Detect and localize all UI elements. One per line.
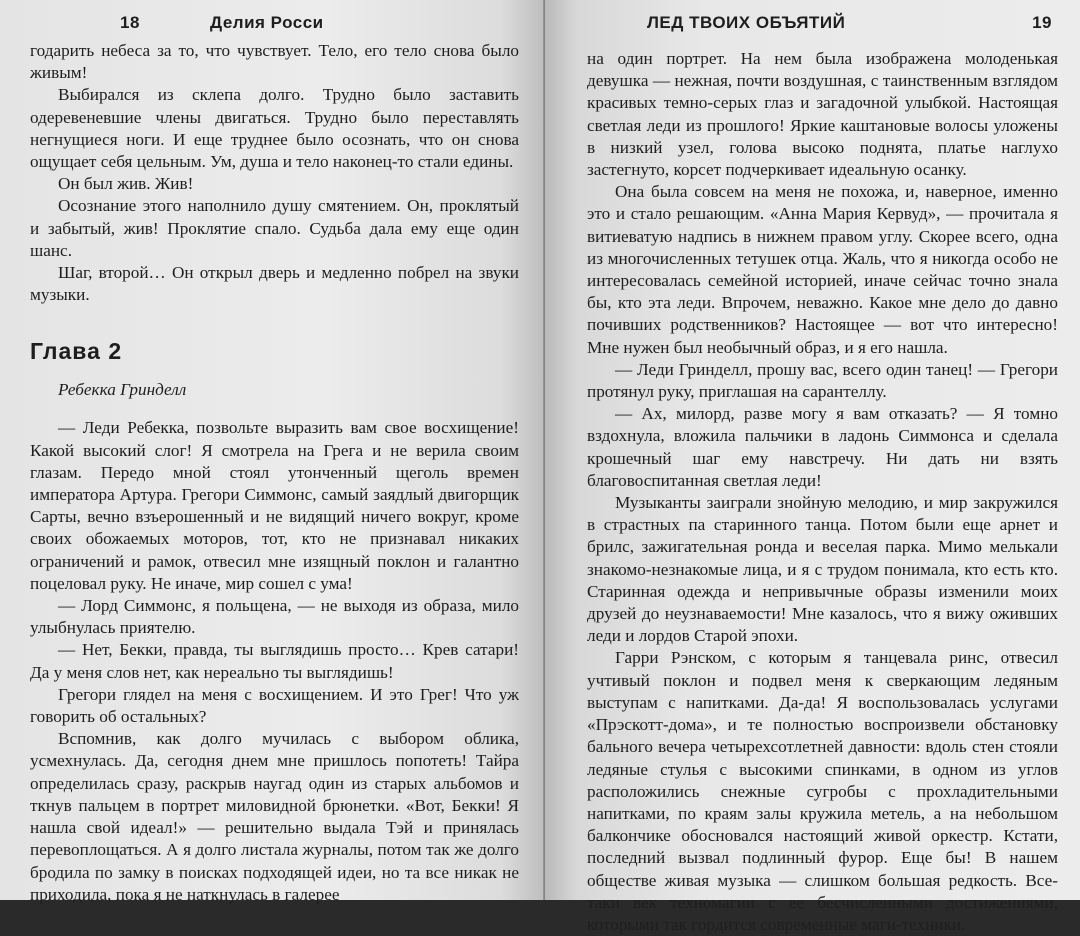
- paragraph: Выбирался из склепа долго. Трудно было заставить одеревеневшие члены двигаться. Трудно было переставлять негнущиеся ноги. И еще труднее было осознать, что он снова ощущает себя цельным. Ум, душа и тело наконец-то стали едины.: [30, 85, 519, 172]
- left-page-number: 18: [120, 13, 140, 32]
- paragraph: Музыканты заиграли знойную мелодию, и мир закружился в страстных па старинного танца. Потом были еще арнет и брилс, зажигательная ронда и веселая парка. Мимо мелькали знакомо-незнакомые лица, и я с трудом понимала, кто есть кто. Старинная одежда и непривычные образы изменили моих друзей до неузнаваемости! Мне казалось, что я вижу оживших леди и лордов Старой эпохи.: [587, 493, 1058, 646]
- paragraph: Вспомнив, как долго мучилась с выбором облика, усмехнулась. Да, сегодня днем мне пришлось попотеть! Тайра определилась сразу, раскрыв наугад один из старых альбомов и ткнув пальцем в портрет миловидной брюнетки. «Вот, Бекки! Я нашла свой идеал!» — решительно выдала Тэй и принялась перевоплощаться. А я долго листала журналы, потом так же долго бродила по замку в поисках подходящей идеи, но та все никак не приходила, пока я не наткнулась в галерее: [30, 729, 519, 904]
- left-page: [0, 0, 545, 904]
- left-running-title: Делия Росси: [210, 13, 324, 32]
- right-page: [545, 0, 1080, 934]
- paragraph: — Ах, милорд, разве могу я вам отказать? — Я томно вздохнула, вложила пальчики в ладонь Симмонса и сделала крошечный шаг ему навстречу. Ни дать ни взять благовоспитанная светлая леди!: [587, 404, 1058, 490]
- paragraph: — Нет, Бекки, правда, ты выглядишь просто… Крев сатари! Да у меня слов нет, как нереально ты выглядишь!: [30, 640, 519, 682]
- paragraph: Шаг, второй… Он открыл дверь и медленно побрел на звуки музыки.: [30, 263, 519, 305]
- paragraph: Он был жив. Жив!: [58, 174, 194, 194]
- paragraph: Она была совсем на меня не похожа, и, наверное, именно это и стало решающим. «Анна Мария Кервуд», — прочитала я витиеватую надпись в нижнем правом углу. Скорее всего, одна из многочисленных тетушек отца. Жаль, что я никогда особо не интересовалась семейной историей, иначе сейчас точно знала бы, кто эта леди. Впрочем, неважно. Какое мне дело до давно почивших родственников? Настоящее — вот что интересно! Мне нужен был необычный образ, и я его нашла.: [587, 182, 1058, 357]
- paragraph: Осознание этого наполнило душу смятением. Он, проклятый и забытый, жив! Проклятие спало. Судьба дала ему еще один шанс.: [30, 196, 519, 260]
- right-running-title: ЛЕД ТВОИХ ОБЪЯТИЙ: [647, 13, 846, 32]
- chapter-subheading: Ребекка Гринделл: [58, 380, 187, 400]
- paragraph: годарить небеса за то, что чувствует. Тело, его тело снова было живым!: [30, 41, 519, 83]
- paragraph: Грегори глядел на меня с восхищением. И это Грег! Что уж говорить об остальных?: [30, 684, 519, 727]
- right-running-head: [587, 6, 1058, 40]
- chapter-heading: Глава 2: [30, 338, 123, 365]
- left-page-text: [30, 40, 519, 906]
- paragraph: Гарри Рэнском, с которым я танцевала ринс, отвесил учтивый поклон и подвел меня к сверкающим ледяным выступам с напитками. Да-да! Я воспользовалась услугами «Прэскотт-дома», и те полностью воспроизвели обстановку бального вечера четырехсотлетней давности: вдоль стен стояли ледяные стулья с высокими спинками, в одном из углов расположились снежные сугробы с прохладительными напитками, по краям залы кружила метель, а на небольшом балкончике обосновался настоящий живой оркестр. Кстати, последний вызвал подлинный фурор. Еще бы! В нашем обществе живая музыка — слишком большая редкость. Все-таки век техномагии с ее бесчисленными достижениями, которыми так гордится современные маги-техники.: [587, 648, 1058, 934]
- paragraph: — Леди Гринделл, прошу вас, всего один танец! — Грегори протянул руку, приглашая на сарантеллу.: [587, 359, 1058, 402]
- paragraph: — Лорд Симмонс, я польщена, — не выходя из образа, мило улыбнулась приятелю.: [30, 596, 519, 638]
- left-running-head: [30, 6, 519, 40]
- paragraph: на один портрет. На нем была изображена молоденькая девушка — нежная, почти воздушная, с таинственным взглядом красивых темно-серых глаз и загадочной улыбкой. Настоящая светлая леди из прошлого! Яркие каштановые волосы уложены в низкий узел, голова высоко поднята, платье наглухо застегнуто, корсет подчеркивает идеальную осанку.: [587, 49, 1058, 180]
- right-page-number: 19: [1032, 13, 1052, 32]
- paragraph: — Леди Ребекка, позвольте выразить вам свое восхищение! Какой высокий слог! Я смотрела на Грега и не верила своим глазам. Передо мной стоял утонченный щеголь времен императора Артура. Грегори Симмонс, самый заядлый двигорщик Сарты, вечно взъерошенный и не видящий ничего вокруг, кроме своих обожаемых моторов, тот, кто не признавал никаких ограничений и рамок, отвесил мне изящный поклон и галантно поцеловал руку. Не иначе, мир сошел с ума!: [30, 418, 519, 593]
- right-page-text: [587, 48, 1058, 936]
